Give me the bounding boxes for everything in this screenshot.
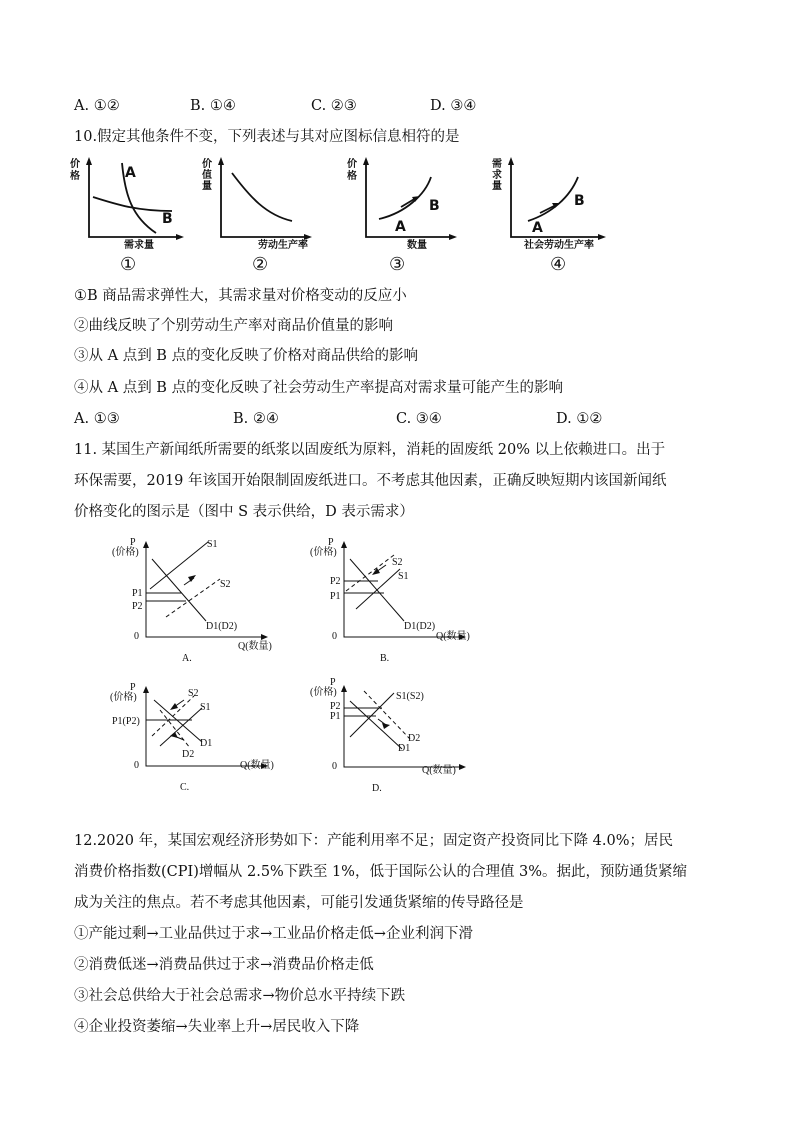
q11-c-ylabel-cn: (价格) <box>110 692 137 703</box>
q11-b-caption: B. <box>380 653 390 664</box>
q10-g4-number: ④ <box>550 254 567 274</box>
q12-stem-line-3: 成为关注的焦点。若不考虑其他因素，可能引发通货紧缩的传导路径是 <box>74 895 524 911</box>
q11-d-ylabel-p: P <box>330 677 336 688</box>
q11-c-p-single: P1(P2) <box>112 716 140 727</box>
q9-option-d: D. ③④ <box>430 98 477 114</box>
q11-c-s2: S2 <box>188 688 199 699</box>
q10-g1-xlabel: 需求量 <box>124 240 154 251</box>
q11-a-caption: A. <box>182 653 192 664</box>
q11-b-ylabel-p: P <box>328 537 334 548</box>
q10-statement-2: ②曲线反映了个别劳动生产率对商品价值量的影响 <box>74 318 393 334</box>
q11-c-xlabel: Q(数量) <box>240 760 274 771</box>
q10-graph-1 <box>68 155 198 275</box>
q10-option-b: B. ②④ <box>233 411 279 427</box>
q11-stem-line-2: 环保需要，2019 年该国开始限制固废纸进口。不考虑其他因素，正确反映短期内该国新闻纸 <box>74 473 667 489</box>
q11-a-p-bottom: P2 <box>132 601 143 612</box>
q11-d-d2: D2 <box>408 733 421 744</box>
q12-stem-line-2: 消费价格指数(CPI)增幅从 2.5%下跌至 1%，低于国际公认的合理值 3%。据此，预防通货紧缩 <box>74 864 688 880</box>
q10-graph-2 <box>200 155 340 275</box>
q9-option-a: A. ①② <box>74 98 120 114</box>
q11-graph-c <box>108 680 298 795</box>
q11-graph-b <box>306 535 496 665</box>
q11-b-d-label: D1(D2) <box>404 621 436 632</box>
q11-d-d1: D1 <box>398 743 411 754</box>
q11-b-xlabel: Q(数量) <box>436 631 470 642</box>
q10-g2-ylabel-1: 价 <box>202 159 212 170</box>
q12-statement-1: ①产能过剩→工业品供过于求→工业品价格走低→企业利润下滑 <box>74 926 473 942</box>
q12-statement-4: ④企业投资萎缩→失业率上升→居民收入下降 <box>74 1019 360 1035</box>
q10-g3-xlabel: 数量 <box>407 240 427 251</box>
q10-g1-number: ① <box>120 254 137 274</box>
q11-a-p-top: P1 <box>132 588 143 599</box>
q11-d-p-bottom: P1 <box>330 711 341 722</box>
q12-statement-3: ③社会总供给大于社会总需求→物价总水平持续下跌 <box>74 988 406 1004</box>
q10-g4-ylabel-1: 需 <box>492 159 502 170</box>
q10-g4-ylabel-2: 求 <box>492 170 502 181</box>
q10-g1-curve-b-label: B <box>162 211 173 227</box>
q11-stem-line-3: 价格变化的图示是（图中 S 表示供给，D 表示需求） <box>74 504 414 520</box>
q10-g4-ylabel-3: 量 <box>492 181 502 192</box>
q11-d-s-label: S1(S2) <box>396 691 424 702</box>
q11-a-s1: S1 <box>207 539 218 550</box>
q11-d-ylabel-cn: (价格) <box>310 687 337 698</box>
q10-option-d: D. ①② <box>556 411 603 427</box>
q11-graph-a <box>108 535 298 665</box>
q10-g3-point-a-label: A <box>395 219 406 235</box>
q10-g3-point-b-label: B <box>429 198 440 214</box>
q10-g2-ylabel-2: 值 <box>202 170 212 181</box>
q11-b-s2: S2 <box>392 557 403 568</box>
q10-g2-ylabel-3: 量 <box>202 181 212 192</box>
q10-g4-point-a-label: A <box>532 220 543 236</box>
q10-g3-ylabel-2: 格 <box>347 171 357 182</box>
q10-stem: 10.假定其他条件不变，下列表述与其对应图标信息相符的是 <box>74 129 460 145</box>
q11-c-caption: C. <box>180 782 190 793</box>
q11-d-caption: D. <box>372 783 382 794</box>
q10-g3-ylabel-1: 价 <box>347 159 357 170</box>
q10-statement-4: ④从 A 点到 B 点的变化反映了社会劳动生产率提高对需求量可能产生的影响 <box>74 380 564 396</box>
q12-statement-2: ②消费低迷→消费品供过于求→消费品价格走低 <box>74 957 374 973</box>
q10-g1-ylabel-1: 价 <box>70 159 80 170</box>
q11-a-d-label: D1(D2) <box>206 621 238 632</box>
q11-stem-line-1: 11. 某国生产新闻纸所需要的纸浆以固废纸为原料，消耗的固废纸 20% 以上依赖进口。出于 <box>74 442 666 458</box>
q11-c-origin: 0 <box>134 760 139 771</box>
q11-b-p-top: P2 <box>330 576 341 587</box>
q11-a-s2: S2 <box>220 579 231 590</box>
q10-g4-point-b-label: B <box>574 193 585 209</box>
q11-c-d1: D1 <box>200 738 213 749</box>
q11-d-p-top: P2 <box>330 701 341 712</box>
q9-option-c: C. ②③ <box>311 98 357 114</box>
q11-c-ylabel-p: P <box>130 682 136 693</box>
q10-option-c: C. ③④ <box>396 411 442 427</box>
q11-d-xlabel: Q(数量) <box>422 765 456 776</box>
q11-b-ylabel-cn: (价格) <box>310 547 337 558</box>
q10-g3-number: ③ <box>389 254 406 274</box>
q11-a-ylabel-p: P <box>130 537 136 548</box>
q11-b-p-bottom: P1 <box>330 591 341 602</box>
q11-a-origin: 0 <box>134 631 139 642</box>
q12-stem-line-1: 12.2020 年，某国宏观经济形势如下：产能利用率不足；固定资产投资同比下降 4.0%；居民 <box>74 833 674 849</box>
q10-g1-ylabel-2: 格 <box>70 171 80 182</box>
q11-d-origin: 0 <box>332 761 337 772</box>
q10-g2-xlabel: 劳动生产率 <box>258 240 308 251</box>
q10-statement-3: ③从 A 点到 B 点的变化反映了价格对商品供给的影响 <box>74 348 419 364</box>
q11-b-origin: 0 <box>332 631 337 642</box>
q11-b-s1: S1 <box>398 571 409 582</box>
q10-option-a: A. ①③ <box>74 411 120 427</box>
q11-graph-d <box>298 675 488 795</box>
q10-g2-number: ② <box>252 254 269 274</box>
q10-g4-xlabel: 社会劳动生产率 <box>524 240 594 251</box>
q10-statement-1: ①B 商品需求弹性大，其需求量对价格变动的反应小 <box>74 288 407 304</box>
q10-g1-curve-a-label: A <box>125 165 136 181</box>
q9-option-b: B. ①④ <box>190 98 236 114</box>
q10-graph-3 <box>345 155 475 275</box>
q11-c-d2: D2 <box>182 749 195 760</box>
q11-c-s1: S1 <box>200 702 211 713</box>
q11-a-ylabel-cn: (价格) <box>112 547 139 558</box>
q11-a-xlabel: Q(数量) <box>238 641 272 652</box>
q10-graph-4 <box>490 155 640 275</box>
